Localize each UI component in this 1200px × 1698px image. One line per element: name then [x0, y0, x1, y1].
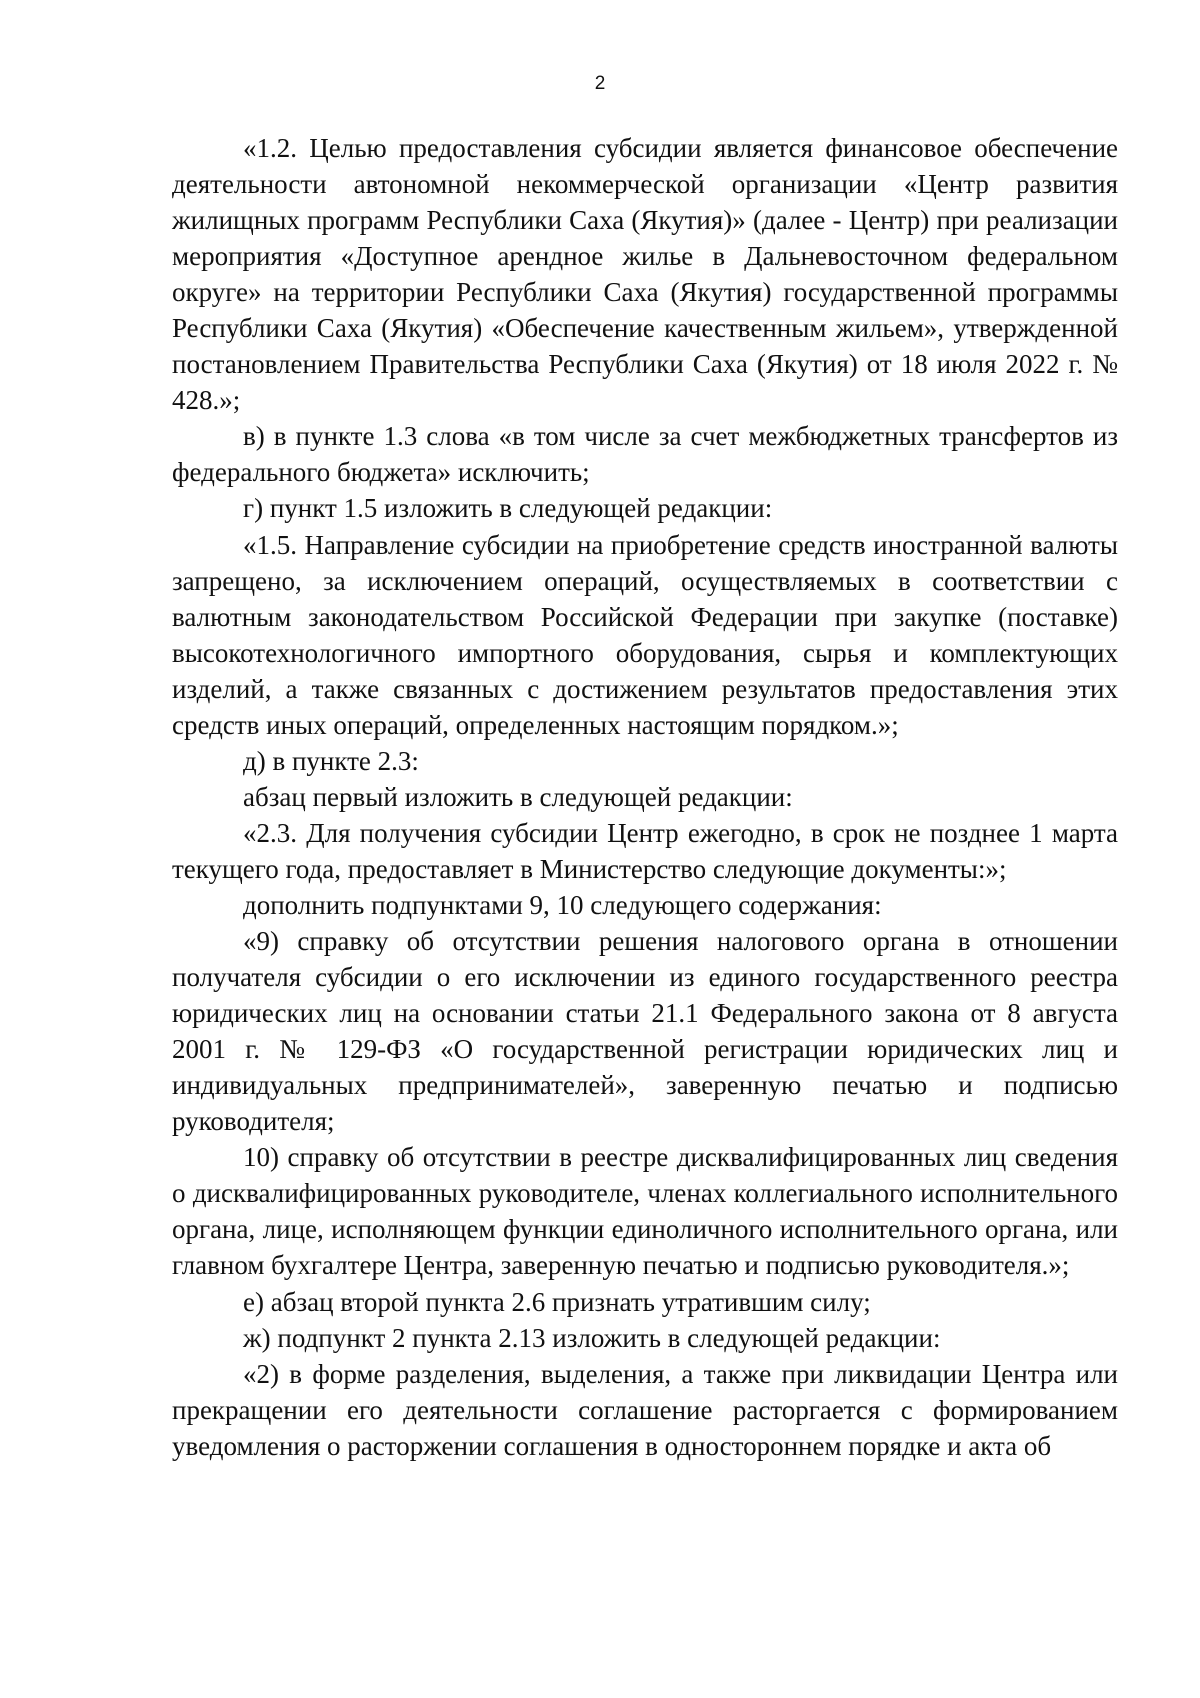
- paragraph-2-3: «2.3. Для получения субсидии Центр ежегодно, в срок не позднее 1 марта текущего года, предоставляет в Министерство следующие документы:»;: [172, 817, 1118, 884]
- paragraph-1-2: «1.2. Целью предоставления субсидии является финансовое обеспечение деятельности автономной некоммерческой организации «Центр развития жилищных программ Республики Саха (Якутия)» (далее - Центр) при реализации мероприятия «Доступное арендное жилье в Дальневосточном федеральном округе» на территории Республики Саха (Якутия) государственной программы Республики Саха (Якутия) «Обеспечение качественным жильем», утвержденной постановлением Правительства Республики Саха (Якутия) от 18 июля 2022 г. № 428.»;: [172, 133, 1118, 416]
- paragraph-item-d: д) в пункте 2.3:: [243, 745, 419, 776]
- document-body: [172, 130, 1118, 1464]
- paragraph-item-g: г) пункт 1.5 изложить в следующей редакции:: [243, 493, 773, 524]
- paragraph-1-5: «1.5. Направление субсидии на приобретение средств иностранной валюты запрещено, за исключением операций, осуществляемых в соответствии с валютным законодательством Российской Федерации при закупке (поставке) высокотехнологичного импортного оборудования, сырья и комплектующих изделий, а также связанных с достижением результатов предоставления этих средств иных операций, определенных настоящим порядком.»;: [172, 529, 1118, 740]
- page-number: 2: [594, 73, 606, 94]
- paragraph-add-subitems: дополнить подпунктами 9, 10 следующего содержания:: [243, 889, 882, 920]
- paragraph-item-v: в) в пункте 1.3 слова «в том числе за счет межбюджетных трансфертов из федерального бюджета» исключить;: [172, 421, 1118, 488]
- paragraph-abzac-first: абзац первый изложить в следующей редакции:: [243, 781, 793, 812]
- paragraph-item-zh: ж) подпункт 2 пункта 2.13 изложить в следующей редакции:: [243, 1322, 941, 1353]
- paragraph-subitem-9: «9) справку об отсутствии решения налогового органа в отношении получателя субсидии о его исключении из единого государственного реестра юридических лиц на основании статьи 21.1 Федерального закона от 8 августа 2001 г. № 129-ФЗ «О государственной регистрации юридических лиц и индивидуальных предпринимателей», заверенную печатью и подписью руководителя;: [172, 926, 1118, 1137]
- paragraph-subitem-2: «2) в форме разделения, выделения, а также при ликвидации Центра или прекращении его деятельности соглашение расторгается с формированием уведомления о расторжении соглашения в одностороннем порядке и акта об: [172, 1358, 1118, 1461]
- paragraph-subitem-10: 10) справку об отсутствии в реестре дисквалифицированных лиц сведения о дисквалифицированных руководителе, членах коллегиального исполнительного органа, лице, исполняющем функции единоличного исполнительного органа, или главном бухгалтере Центра, заверенную печатью и подписью руководителя.»;: [172, 1142, 1118, 1281]
- paragraph-item-e: е) абзац второй пункта 2.6 признать утратившим силу;: [243, 1286, 871, 1317]
